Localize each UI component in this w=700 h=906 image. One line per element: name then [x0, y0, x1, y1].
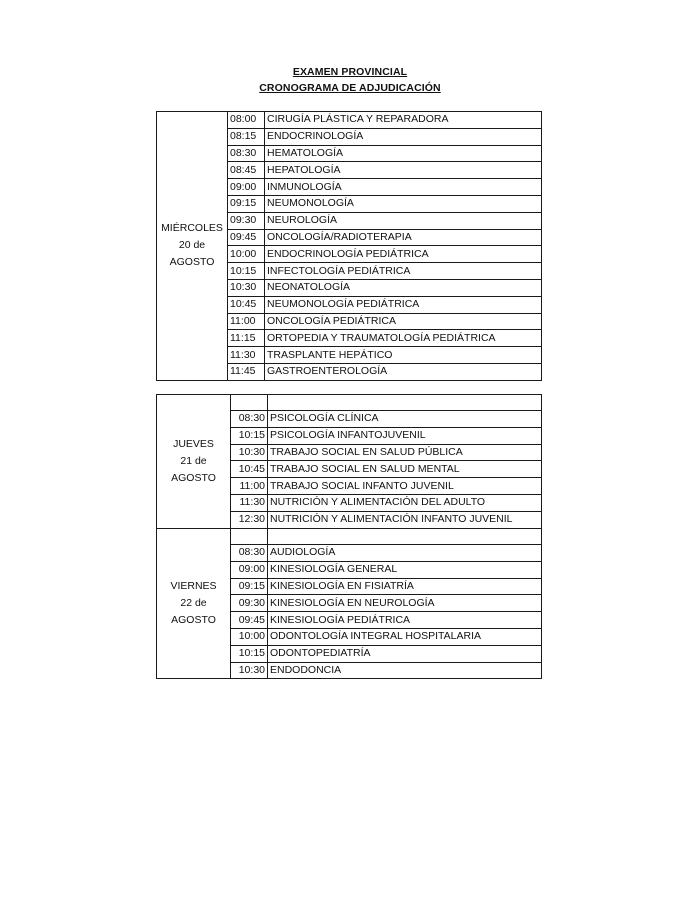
specialty-cell: NEUROLOGÍA: [265, 212, 542, 229]
specialty-cell: NUTRICIÓN Y ALIMENTACIÓN DEL ADULTO: [268, 494, 542, 511]
specialty-cell: HEMATOLOGÍA: [265, 145, 542, 162]
specialty-cell: ORTOPEDIA Y TRAUMATOLOGÍA PEDIÁTRICA: [265, 330, 542, 347]
time-cell: 11:15: [228, 330, 265, 347]
day-day-number: 21 de: [180, 454, 207, 467]
specialty-cell: TRABAJO SOCIAL EN SALUD PÚBLICA: [268, 444, 542, 461]
specialty-cell: NEUMONOLOGÍA PEDIÁTRICA: [265, 296, 542, 313]
time-cell: 11:30: [231, 494, 268, 511]
specialty-cell: KINESIOLOGÍA PEDIÁTRICA: [268, 612, 542, 629]
specialty-cell: AUDIOLOGÍA: [268, 545, 542, 562]
time-cell: 08:30: [228, 145, 265, 162]
time-cell: 08:30: [231, 411, 268, 428]
time-cell: 09:15: [228, 195, 265, 212]
specialty-cell: INMUNOLOGÍA: [265, 179, 542, 196]
time-cell: 09:45: [231, 612, 268, 629]
day-month: AGOSTO: [169, 256, 215, 269]
time-cell: 09:15: [231, 578, 268, 595]
specialty-cell: TRABAJO SOCIAL INFANTO JUVENIL: [268, 478, 542, 495]
time-cell: 10:45: [231, 461, 268, 478]
specialty-cell: KINESIOLOGÍA EN FISIATRÍA: [268, 578, 542, 595]
time-cell: 08:15: [228, 128, 265, 145]
specialty-cell: ONCOLOGÍA PEDIÁTRICA: [265, 313, 542, 330]
time-cell: 11:00: [228, 313, 265, 330]
time-cell: 08:30: [231, 545, 268, 562]
schedule-table-friday: [156, 528, 542, 679]
time-cell: 10:30: [231, 444, 268, 461]
specialty-cell: ENDODONCIA: [268, 662, 542, 679]
empty-specialty-cell: [268, 395, 542, 411]
specialty-cell: CIRUGÍA PLÁSTICA Y REPARADORA: [265, 112, 542, 129]
day-month: AGOSTO: [171, 614, 216, 627]
time-cell: 11:30: [228, 347, 265, 364]
specialty-cell: GASTROENTEROLOGÍA: [265, 363, 542, 380]
day-day-name: VIERNES: [170, 580, 217, 593]
time-cell: 08:00: [228, 112, 265, 129]
time-cell: 10:00: [231, 628, 268, 645]
time-cell: 11:00: [231, 478, 268, 495]
specialty-cell: NUTRICIÓN Y ALIMENTACIÓN INFANTO JUVENIL: [268, 511, 542, 528]
document-subtitle: CRONOGRAMA DE ADJUDICACIÓN: [259, 82, 441, 94]
day-day-name: JUEVES: [173, 437, 214, 450]
specialty-cell: HEPATOLOGÍA: [265, 162, 542, 179]
schedule-table-thursday: [156, 394, 542, 529]
time-cell: 10:15: [231, 645, 268, 662]
specialty-cell: ENDOCRINOLOGÍA: [265, 128, 542, 145]
specialty-cell: ODONTOPEDIATRÍA: [268, 645, 542, 662]
empty-time-cell: [231, 529, 268, 545]
schedule-table-wednesday: [156, 111, 542, 381]
time-cell: 09:30: [228, 212, 265, 229]
time-cell: 12:30: [231, 511, 268, 528]
specialty-cell: KINESIOLOGÍA EN NEUROLOGÍA: [268, 595, 542, 612]
table-row: [157, 112, 542, 129]
time-cell: 09:30: [231, 595, 268, 612]
specialty-cell: NEONATOLOGÍA: [265, 279, 542, 296]
time-cell: 09:00: [228, 179, 265, 196]
specialty-cell: KINESIOLOGÍA GENERAL: [268, 561, 542, 578]
empty-time-cell: [231, 395, 268, 411]
document-header: [0, 64, 700, 96]
specialty-cell: ODONTOLOGÍA INTEGRAL HOSPITALARIA: [268, 628, 542, 645]
time-cell: 09:45: [228, 229, 265, 246]
day-label-cell: [157, 529, 231, 679]
time-cell: 10:30: [231, 662, 268, 679]
day-label-cell: [157, 395, 231, 529]
specialty-cell: ONCOLOGÍA/RADIOTERAPIA: [265, 229, 542, 246]
specialty-cell: INFECTOLOGÍA PEDIÁTRICA: [265, 263, 542, 280]
time-cell: 10:15: [228, 263, 265, 280]
day-day-number: 20 de: [178, 239, 206, 252]
day-label-cell: [157, 112, 228, 381]
time-cell: 10:45: [228, 296, 265, 313]
table-spacer-row: [157, 395, 542, 411]
time-cell: 10:15: [231, 427, 268, 444]
time-cell: 10:00: [228, 246, 265, 263]
time-cell: 08:45: [228, 162, 265, 179]
table-spacer-row: [157, 529, 542, 545]
time-cell: 10:30: [228, 279, 265, 296]
time-cell: 09:00: [231, 561, 268, 578]
specialty-cell: ENDOCRINOLOGÍA PEDIÁTRICA: [265, 246, 542, 263]
day-month: AGOSTO: [171, 471, 216, 484]
day-day-name: MIÉRCOLES: [161, 222, 223, 235]
specialty-cell: NEUMONOLOGÍA: [265, 195, 542, 212]
specialty-cell: TRABAJO SOCIAL EN SALUD MENTAL: [268, 461, 542, 478]
day-day-number: 22 de: [180, 597, 207, 610]
specialty-cell: TRASPLANTE HEPÁTICO: [265, 347, 542, 364]
time-cell: 11:45: [228, 363, 265, 380]
specialty-cell: PSICOLOGÍA CLÍNICA: [268, 411, 542, 428]
specialty-cell: PSICOLOGÍA INFANTOJUVENIL: [268, 427, 542, 444]
empty-specialty-cell: [268, 529, 542, 545]
document-title: EXAMEN PROVINCIAL: [292, 66, 408, 78]
